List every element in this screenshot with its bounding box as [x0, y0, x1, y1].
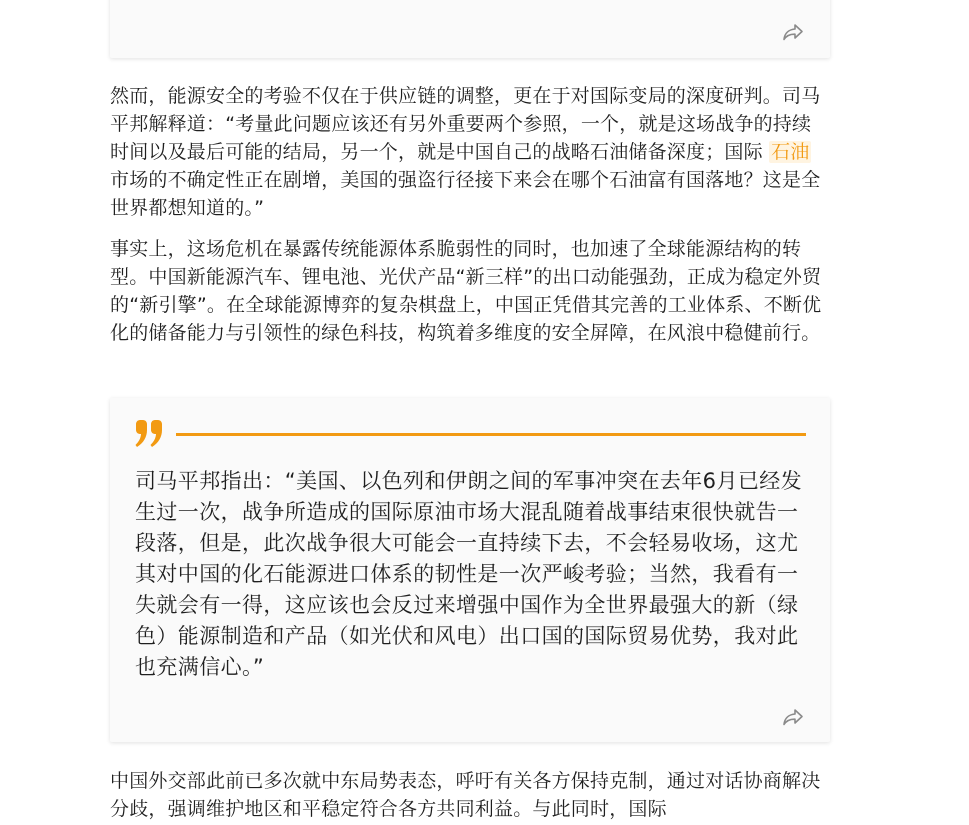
share-button[interactable] [782, 22, 804, 42]
quote-card-previous [110, 0, 830, 58]
share-icon [782, 707, 804, 727]
article-paragraph: 事实上，这场危机在暴露传统能源体系脆弱性的同时，也加速了全球能源结构的转型。中国新能源汽车、锂电池、光伏产品“新三样”的出口动能强劲，正成为稳定外贸的“新引擎”。在全球能源博弈的复杂棋盘上，中国正凭借其完善的工业体系、不断优化的储备能力与引领性的绿色科技，构筑着多维度的安全屏障，在风浪中稳健前行。 [110, 238, 822, 344]
article-paragraph [110, 82, 830, 222]
paragraph-text: 市场的不确定性正在剧增，美国的强盗行径接下来会在哪个石油富有国落地？这是全世界都想知道的。” [110, 169, 821, 219]
quote-divider [176, 433, 806, 436]
quote-text: 司马平邦指出：“美国、以色列和伊朗之间的军事冲突在去年6月已经发生过一次，战争所造成的国际原油市场大混乱随着战事结束很快就告一段落，但是，此次战争很大可能会一直持续下去，不会轻易收场，这尤其对中国的化石能源进口体系的韧性是一次严峻考验；当然，我看有一失就会有一得，这应该也会反过来增强中国作为全世界最强大的新（绿色）能源制造和产品（如光伏和风电）出口国的国际贸易优势，我对此也充满信心。” [135, 469, 803, 679]
share-icon [782, 22, 804, 42]
keyword-link-oil[interactable]: 石油 [771, 141, 810, 163]
share-button[interactable] [782, 707, 804, 727]
quote-mark-icon [134, 420, 166, 450]
paragraph-text: 然而，能源安全的考验不仅在于供应链的调整，更在于对国际变局的深度研判。司马平邦解释道：“考量此问题应该还有另外重要两个参照，一个，就是这场战争的持续时间以及最后可能的结局，另一个，就是中国自己的战略石油储备深度；国际 [110, 85, 821, 163]
article-paragraph: 中国外交部此前已多次就中东局势表态，呼吁有关各方保持克制，通过对话协商解决分歧，强调维护地区和平稳定符合各方共同利益。与此同时，国际 [110, 770, 821, 820]
